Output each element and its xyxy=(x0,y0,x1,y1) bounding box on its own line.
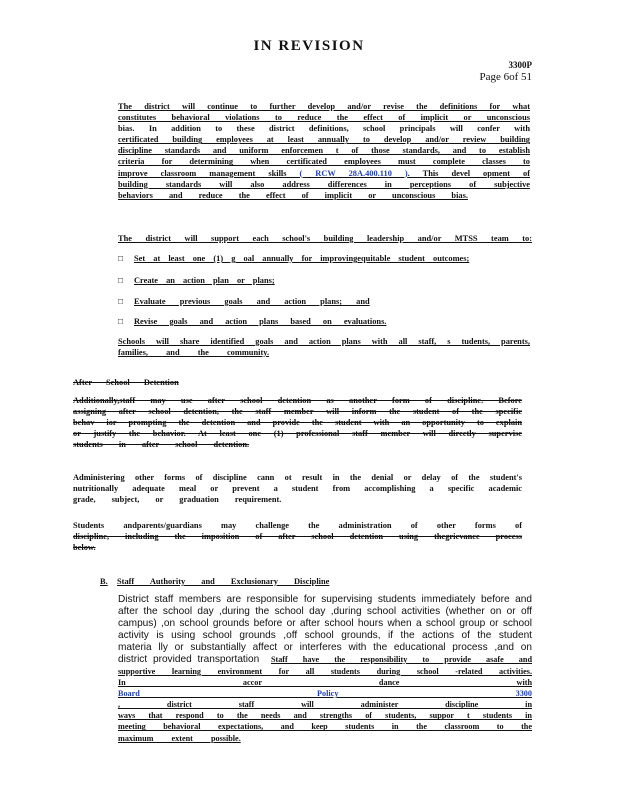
text-line: The district will continue to further develop and/or revise the definitions for what xyxy=(118,102,530,111)
share-paragraph xyxy=(118,336,530,358)
bullet-text: Revise goals and action plans based on evaluations. xyxy=(134,317,387,326)
text-segment: improve classroom management skills xyxy=(118,168,287,178)
text-line: constitutes behavioral violations to reduce the effect of implicit or unconscious xyxy=(118,113,530,123)
page-number: Page 6of 51 xyxy=(479,71,532,83)
board-policy-link[interactable]: Board Policy 3300 xyxy=(118,689,532,699)
rcw-link[interactable]: ( RCW 28A.400.110 ) xyxy=(299,168,408,178)
responsibility-paragraph xyxy=(118,666,532,744)
bullet-text: Evaluate previous goals and action plans; and xyxy=(134,297,370,306)
text-line: students in after school detention. xyxy=(73,440,250,450)
detention-heading: After School Detention xyxy=(73,378,179,387)
checkbox-bullet-icon: □ xyxy=(118,276,124,285)
text-line: supportive learning environment for all students during school -related activities. xyxy=(118,667,532,676)
section-letter: B. xyxy=(100,577,108,586)
checkbox-bullet-icon: □ xyxy=(118,297,124,306)
text-line: or justify the behavior. At least one (1) professional staff member will directly supervise xyxy=(73,429,522,439)
text-line: District staff members are responsible for supervising students immediately before and xyxy=(118,594,532,605)
text-line: ways that respond to the needs and strengths of students, suppor t students in xyxy=(118,711,532,721)
detention-paragraph xyxy=(73,395,522,450)
text-line: after the school day ,during the school day ,during school activities (whether on or off xyxy=(118,606,532,617)
text-line: nutritionally adequate meal or prevent a student from accomplishing a specific academic xyxy=(73,484,522,494)
bullet-item xyxy=(118,253,530,264)
checkbox-bullet-icon: □ xyxy=(118,317,124,326)
definitions-paragraph xyxy=(118,101,530,201)
text-segment: Staff have the responsibility to provide asafe and xyxy=(270,655,532,664)
text-line: criteria for determining when certificated employees must complete classes to xyxy=(118,157,530,167)
text-line: bias. In addition to these district definitions, school principals will confer with xyxy=(118,124,530,134)
bullet-item xyxy=(118,316,530,327)
text-line: Schools will share identified goals and action plans with all staff, s tudents, parents, xyxy=(118,337,530,346)
text-segment: In accor dance with xyxy=(118,678,532,688)
section-heading xyxy=(100,577,329,586)
supervision-paragraph xyxy=(118,594,532,654)
text-line-with-link xyxy=(118,168,530,179)
text-segment: , district staff will administer discipline in xyxy=(118,700,532,710)
text-line: Students andparents/guardians may challenge the administration of other forms of xyxy=(73,521,522,530)
text-segment: . This devel opment of xyxy=(407,168,531,178)
section-title: Staff Authority and Exclusionary Discipline xyxy=(117,577,330,586)
text-line: meeting behavioral expectations, and keep students in the classroom to the xyxy=(118,722,532,732)
text-line: discipline standards and uniform enforcemen t of those standards, and to establish xyxy=(118,146,530,156)
text-line: campus) ,on school grounds before or after school hours when a school group or school xyxy=(118,618,532,629)
bullet-item xyxy=(118,296,530,307)
text-segment: district provided transportation xyxy=(118,654,260,665)
text-line: Administering other forms of discipline cann ot result in the denial or delay of the student's xyxy=(73,473,522,482)
text-line: families, and the community. xyxy=(118,348,270,358)
challenge-paragraph xyxy=(73,520,522,553)
text-line: discipline, including the imposition of after school detention using thegrievance process xyxy=(73,532,522,542)
page-title: IN REVISION xyxy=(253,38,365,54)
text-line: materia lly or substantially affect or interferes with the educational process ,and on xyxy=(118,642,532,653)
text-line: behav ior prompting the detention and provide the student with an opportunity to explain xyxy=(73,418,522,428)
text-line: certificated building employees at least annually to develop and/or review building xyxy=(118,135,530,145)
support-intro: The district will support each school's building leadership and/or MTSS team to: xyxy=(118,234,532,243)
text-line: behaviors and reduce the effect of implicit or unconscious bias. xyxy=(118,190,468,200)
checkbox-bullet-icon: □ xyxy=(118,254,124,263)
text-line: building standards will also address differences in perceptions of subjective xyxy=(118,179,530,189)
text-line: activity is using school grounds ,off school grounds, if the actions of the student xyxy=(118,630,532,641)
text-line: below. xyxy=(73,543,96,553)
bullet-text: Set at least one (1) g oal annually for improvingequitable student outcomes; xyxy=(134,254,470,263)
text-line-with-link xyxy=(118,677,532,710)
text-line: grade, subject, or graduation requirement. xyxy=(73,495,282,505)
text-line: assigning after school detention, the staff member will inform the student of the specific xyxy=(73,407,522,417)
bullet-text: Create an action plan or plans; xyxy=(134,276,275,285)
policy-code: 3300P xyxy=(508,60,532,70)
mixed-line xyxy=(118,654,532,665)
meal-paragraph xyxy=(73,472,522,505)
text-line: maximum extent possible. xyxy=(118,733,241,743)
bullet-item xyxy=(118,275,530,286)
text-line: Additionally,staff may use after school detention as another form of discipline. Before xyxy=(73,396,522,405)
